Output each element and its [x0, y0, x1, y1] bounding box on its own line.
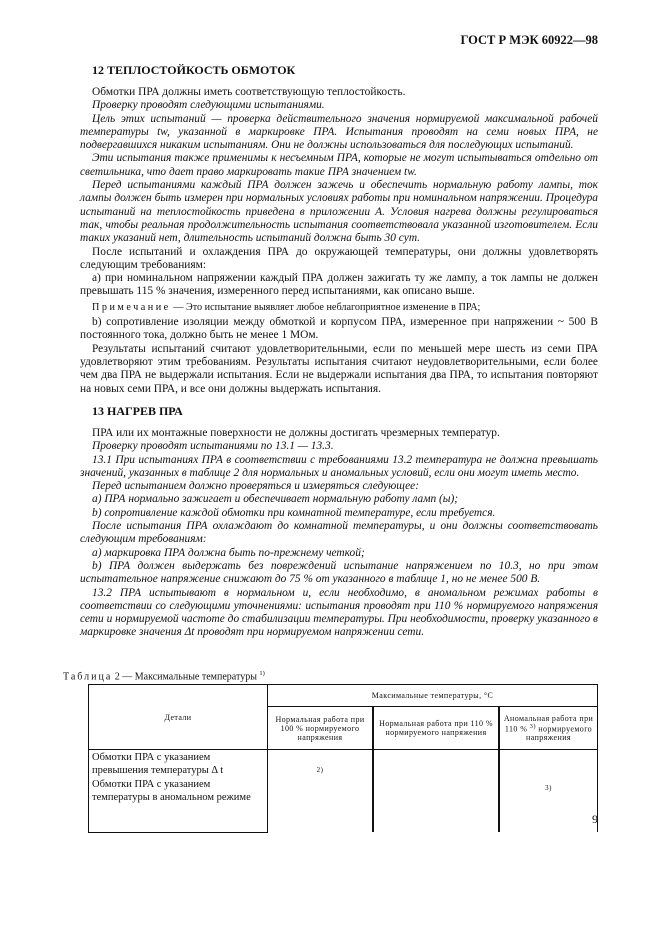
paragraph: Проверку проводят испытаниями по 13.1 — 13.3.: [92, 440, 334, 453]
empty-cell: [373, 750, 499, 833]
table-caption: [63, 670, 265, 682]
paragraph: Проверку проводят следующими испытаниями.: [92, 99, 325, 112]
section-12-title: 12 ТЕПЛОСТОЙКОСТЬ ОБМОТОК: [92, 63, 296, 77]
col4-text: Аномальная работа при 110 %: [503, 713, 594, 734]
table-row: [89, 750, 598, 833]
group-header: Максимальные температуры, °С: [268, 685, 598, 707]
section-13-body: [80, 427, 598, 640]
paragraph: 13.1 При испытаниях ПРА в соответствии с требованиями 13.2 температура не должна превышать значений, указанных в таблице 2 для нормальных и аномальных условий, если они могут иметь место.: [80, 453, 598, 479]
paragraph: b) ПРА должен выдержать без повреждений испытание напряжением по 10.3, но при этом испытательное напряжение снижают до 75 % от указанного в таблице 1, но не менее 500 В.: [80, 559, 598, 586]
paragraph: 13.2 ПРА испытывают в нормальном и, если необходимо, в аномальном режимах работы в соответствии со следующими уточнениями: испытания проводят при 110 % нормируемого напряжения сети и нормируемой частоте до стабилизации температуры. При необходимости, проверку указанного в маркировке значения Δt проводят при нормируемом напряжении сети.: [80, 586, 598, 639]
paragraph: Перед испытанием должно проверяться и измеряться следующее:: [92, 480, 420, 493]
row-details: [89, 750, 268, 833]
table-caption-text: 2 — Максимальные температуры: [112, 671, 257, 683]
paragraph: b) сопротивление каждой обмотки при комнатной температуре, если требуется.: [92, 506, 496, 519]
section-13-title: 13 НАГРЕВ ПРА: [92, 404, 183, 418]
page-number: 9: [592, 812, 598, 826]
col-header-normal-100: Нормальная работа при 100 % нормируемого напряжения: [268, 707, 374, 750]
document-header: ГОСТ Р МЭК 60922—98: [460, 33, 598, 47]
paragraph: Эти испытания также применимы к несъемным ПРА, которые не могут испытываться отдельно от светильника, что дает право маркировать такие ПРА значением tw.: [80, 152, 598, 178]
col-header-details: Детали: [89, 685, 268, 750]
footnote-mark: 3): [529, 722, 536, 730]
paragraph: Цель этих испытаний — проверка действительного значения нормируемой максимальной рабочей температуры tw, указанной в маркировке ПРА. Испытания проводят на семи новых ПРА, не подвергавшихся никаким испытаниям. Они не должны использоваться для последующих испытаний.: [80, 112, 598, 152]
max-temperatures-table: [88, 684, 598, 833]
row-label: Обмотки ПРА с указанием температуры в аномальном режиме: [92, 779, 251, 803]
paragraph: Перед испытаниями каждый ПРА должен зажечь и обеспечить нормальную работу лампы, ток лампы должен быть измерен при нормальных условиях работы при номинальном напряжении. Процедура испытаний на теплостойкость приведена в приложении А. Условия нагрева должны регулироваться так, чтобы реальная продолжительность испытания соответствовала указанной изготовителем. Если таких указаний нет, длительность испытаний должна быть 30 сут.: [80, 179, 598, 245]
note-text: — Это испытание выявляет любое неблагоприятное изменение в ПРА;: [170, 301, 481, 313]
paragraph: ПРА или их монтажные поверхности не должны достигать чрезмерных температур.: [92, 427, 500, 439]
paragraph: После испытаний и охлаждения ПРА до окружающей температуры, они должны удовлетворять следующим требованиям:: [80, 245, 598, 271]
paragraph: a) маркировка ПРА должна быть по-прежнему четкой;: [92, 546, 365, 559]
col-header-normal-110: Нормальная работа при 110 % нормируемого напряжения: [373, 707, 499, 750]
paragraph: После испытания ПРА охлаждают до комнатной температуры, и они должны соответствовать следующим требованиям:: [80, 520, 598, 546]
row-label: Обмотки ПРА с указанием превышения температуры Δ t: [92, 752, 224, 776]
section-12-body: [80, 86, 598, 396]
paragraph: a) ПРА нормально зажигает и обеспечивает нормальную работу ламп (ы);: [92, 493, 459, 506]
table-caption-label: Таблица: [63, 671, 113, 683]
paragraph: Результаты испытаний считают удовлетворительными, если по меньшей мере шесть из семи ПРА удовлетворяют этим требованиям. Результаты испытания считают неудовлетворительными, если более чем два ПРА не выдержали испытания. Если не выдержали испытания два ПРА, то испытания повторяют на новых семи ПРА, и все они должны выдержать испытания.: [80, 342, 598, 395]
footnote-mark: 3): [499, 750, 598, 833]
col-header-abnormal-110: [499, 707, 598, 750]
note: [80, 301, 598, 314]
col4-text: нормируемого напряжения: [526, 724, 593, 743]
paragraph: a) при номинальном напряжении каждый ПРА должен зажигать ту же лампу, а ток лампы не должен превышать 115 % значения, измеренного перед испытаниями, как описано выше.: [80, 272, 598, 298]
footnote-mark: 2): [268, 750, 374, 833]
note-label: Примечание: [92, 301, 171, 313]
paragraph: b) сопротивление изоляции между обмоткой и корпусом ПРА, измеренное при напряжении ~ 500 В постоянного тока, должно быть не менее 1 МОм.: [80, 316, 598, 342]
paragraph: Обмотки ПРА должны иметь соответствующую теплостойкость.: [92, 86, 406, 98]
footnote-mark: 1): [259, 670, 265, 677]
